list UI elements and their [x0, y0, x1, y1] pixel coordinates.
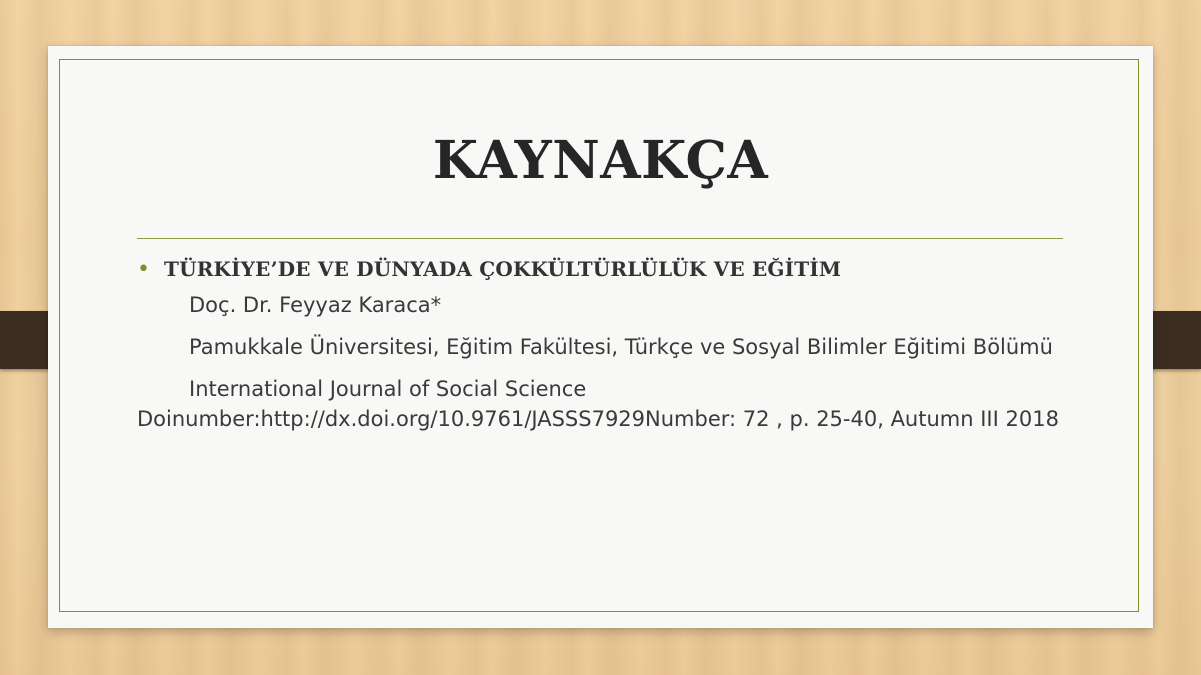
- reference-affiliation: Pamukkale Üniversitesi, Eğitim Fakültesi, Türkçe ve Sosyal Bilimler Eğitimi Bölümü: [189, 335, 1053, 359]
- reference-author: Doç. Dr. Feyyaz Karaca*: [189, 293, 442, 317]
- slide-content: [137, 257, 1067, 446]
- bullet-item: [137, 257, 1067, 282]
- slide-title: KAYNAKÇA: [432, 130, 769, 191]
- reference-title: TÜRKİYE’DE VE DÜNYADA ÇOKKÜLTÜRLÜLÜK VE EĞİTİM: [164, 257, 842, 281]
- title-divider: [137, 238, 1063, 239]
- bullet-dot-icon: •: [137, 257, 150, 282]
- journal-doi: Doinumber:http://dx.doi.org/10.9761/JASSS7929Number: 72 , p. 25-40, Autumn III 2018: [137, 407, 1059, 431]
- reference-journal: [137, 374, 1067, 434]
- journal-name: International Journal of Social Science: [189, 377, 587, 401]
